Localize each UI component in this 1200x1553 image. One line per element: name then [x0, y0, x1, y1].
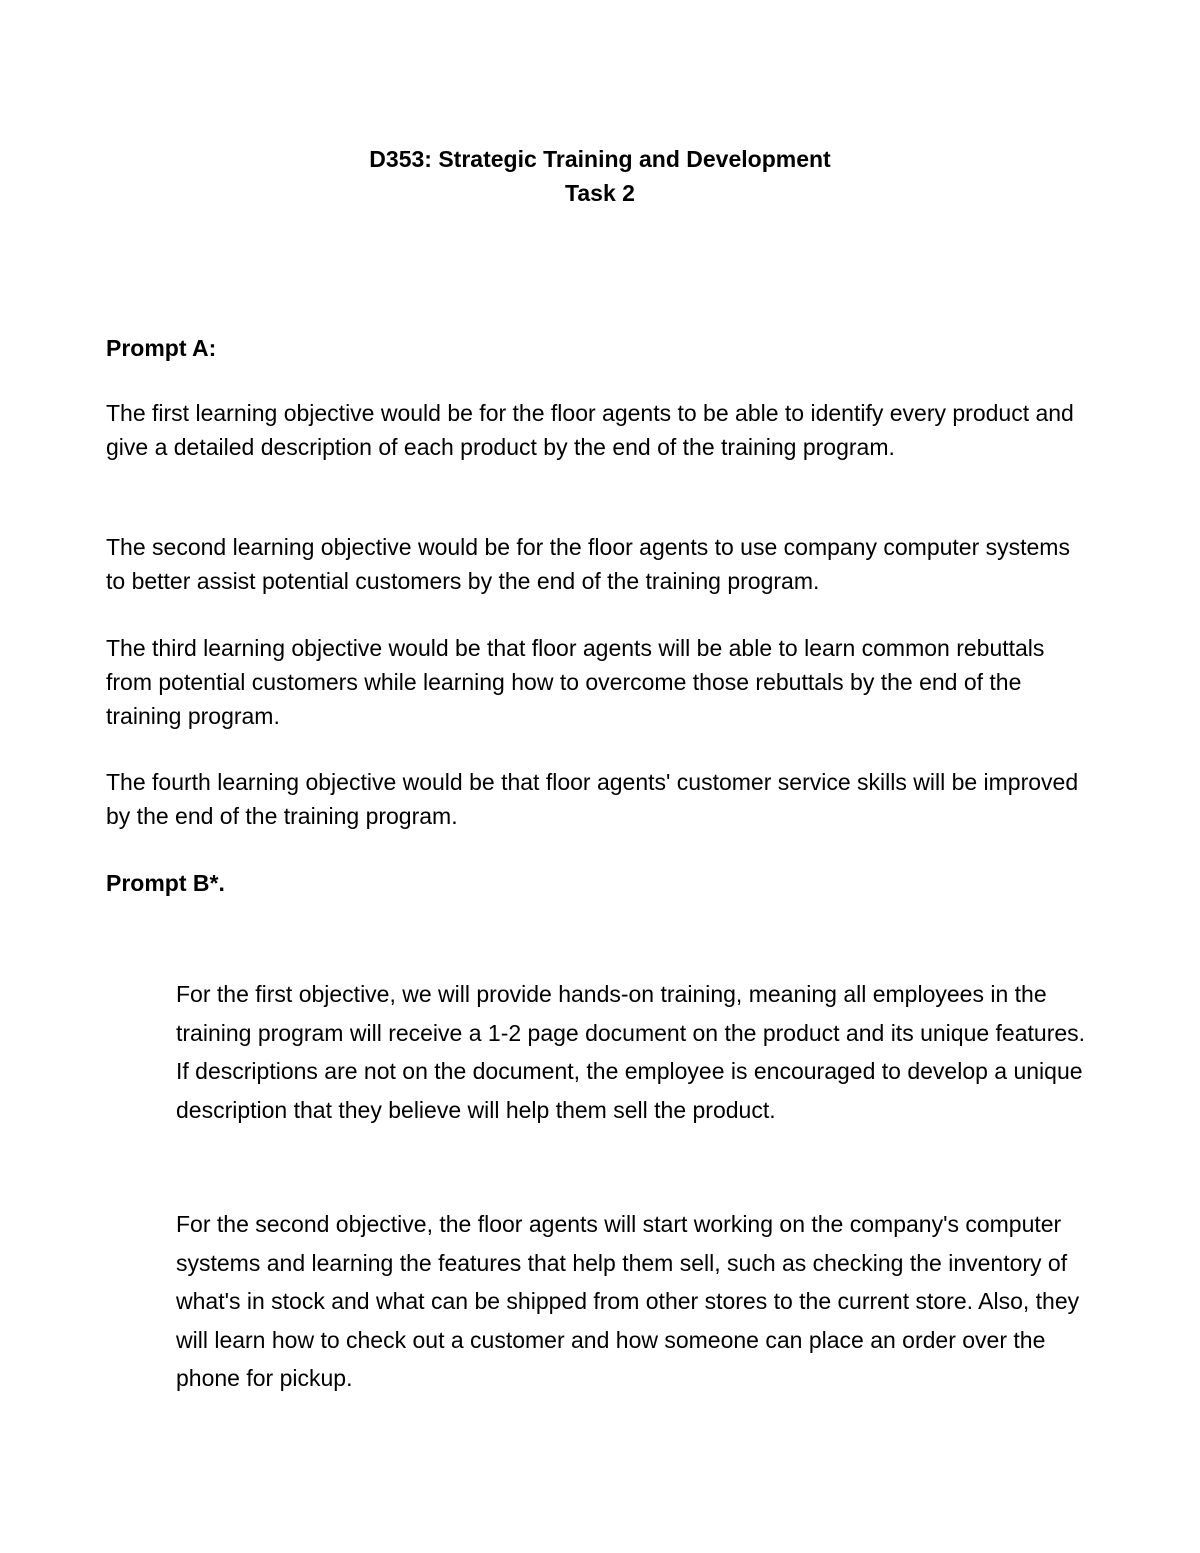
prompt-b-paragraph-2	[176, 1205, 1091, 1398]
prompt-a-paragraph-3	[106, 631, 1086, 733]
objective-2-text: The second learning objective would be for the floor agents to use company computer systems to better assist potential customers by the end of the training program.	[106, 534, 1070, 594]
prompt-b-paragraph-1	[176, 975, 1091, 1129]
prompt-a-heading: Prompt A:	[106, 335, 217, 361]
objective-4-text: The fourth learning objective would be that floor agents' customer service skills will be improved by the end of the training program.	[106, 769, 1079, 829]
prompt-a-paragraph-4	[106, 765, 1086, 833]
document-title	[0, 142, 1200, 210]
title-task: Task 2	[565, 180, 635, 206]
objective-3-text: The third learning objective would be that floor agents will be able to learn common rebuttals from potential customers while learning how to overcome those rebuttals by the end of the training program.	[106, 635, 1045, 729]
prompt-a-paragraph-2	[106, 530, 1086, 598]
method-1-text: For the first objective, we will provide hands-on training, meaning all employees in the training program will receive a 1-2 page document on the product and its unique features. If descriptions are not on the document, the employee is encouraged to develop a unique description that they believe will help them sell the product.	[176, 981, 1086, 1123]
prompt-a-paragraph-1	[106, 396, 1086, 464]
title-course: D353: Strategic Training and Development	[369, 146, 831, 172]
objective-1-text: The first learning objective would be for the floor agents to be able to identify every product and give a detailed description of each product by the end of the training program.	[106, 400, 1074, 460]
prompt-b-heading: Prompt B*.	[106, 870, 225, 896]
method-2-text: For the second objective, the floor agents will start working on the company's computer systems and learning the features that help them sell, such as checking the inventory of what's in stock and what can be shipped from other stores to the current store. Also, they will learn how to check out a customer and how someone can place an order over the phone for pickup.	[176, 1211, 1080, 1391]
